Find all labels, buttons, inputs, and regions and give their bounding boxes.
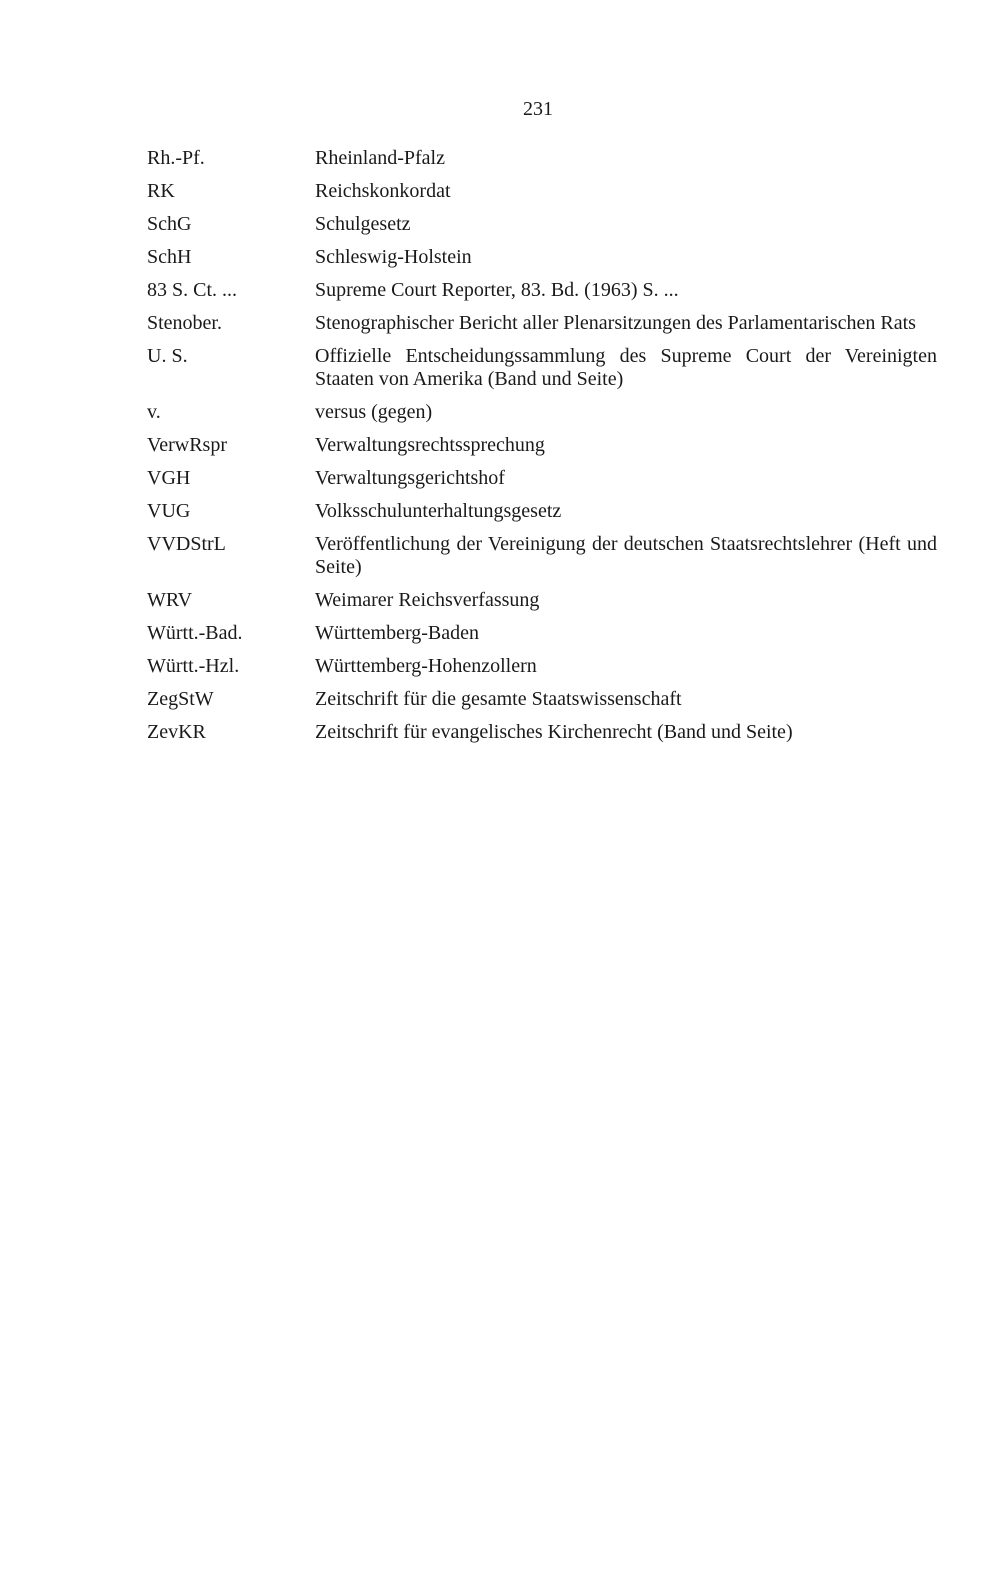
list-item [147,307,937,340]
abbreviation-meaning: versus (gegen) [315,401,433,423]
abbreviation: WRV [147,589,193,611]
abbreviation-meaning: Württemberg-Hohenzollern [315,655,537,677]
list-item [147,716,937,749]
abbreviation-meaning: Verwaltungsrechtssprechung [315,434,545,456]
list-item [147,241,937,274]
list-item [147,274,937,307]
list-item [147,617,937,650]
list-item [147,528,937,584]
abbreviation-meaning: Offizielle Entscheidungssammlung des Supreme Court der Vereinigten Staaten von Amerika (Band und Seite) [315,345,937,390]
abbreviation: 83 S. Ct. ... [147,279,238,301]
abbreviation: U. S. [147,345,188,367]
abbreviation: SchG [147,213,192,235]
abbreviation: v. [147,401,161,423]
abbreviation: VUG [147,500,191,522]
list-item [147,429,937,462]
abbreviation-meaning: Veröffentlichung der Vereinigung der deutschen Staatsrechtslehrer (Heft und Seite) [315,533,937,578]
abbreviation-meaning: Stenographischer Bericht aller Plenarsitzungen des Parlamentarischen Rats [315,312,916,334]
list-item [147,175,937,208]
abbreviation: Stenober. [147,312,222,334]
abbreviation: VGH [147,467,191,489]
abbreviation-meaning: Württemberg-Baden [315,622,480,644]
abbreviation-meaning: Volksschulunterhaltungsgesetz [315,500,562,522]
abbreviation: VVDStrL [147,533,226,555]
abbreviation: Württ.-Bad. [147,622,243,644]
list-item [147,142,937,175]
page-number: 231 [523,98,553,120]
abbreviation-meaning: Zeitschrift für evangelisches Kirchenrecht (Band und Seite) [315,721,793,743]
abbreviation-meaning: Weimarer Reichsverfassung [315,589,540,611]
abbreviation-meaning: Supreme Court Reporter, 83. Bd. (1963) S. ... [315,279,679,301]
abbreviation: Rh.-Pf. [147,147,205,169]
list-item [147,683,937,716]
abbreviation: ZevKR [147,721,206,743]
abbreviation-list [147,142,937,749]
list-item [147,208,937,241]
list-item [147,396,937,429]
abbreviation-meaning: Schulgesetz [315,213,411,235]
abbreviation-meaning: Reichskonkordat [315,180,451,202]
abbreviation-meaning: Rheinland-Pfalz [315,147,445,169]
abbreviation: VerwRspr [147,434,227,456]
abbreviation-meaning: Schleswig-Holstein [315,246,472,268]
list-item [147,462,937,495]
abbreviation: SchH [147,246,192,268]
list-item [147,650,937,683]
list-item [147,340,937,396]
abbreviation-meaning: Verwaltungsgerichtshof [315,467,505,489]
abbreviation: Württ.-Hzl. [147,655,240,677]
abbreviation-meaning: Zeitschrift für die gesamte Staatswissenschaft [315,688,682,710]
list-item [147,495,937,528]
abbreviation: RK [147,180,175,202]
abbreviation: ZegStW [147,688,214,710]
list-item [147,584,937,617]
